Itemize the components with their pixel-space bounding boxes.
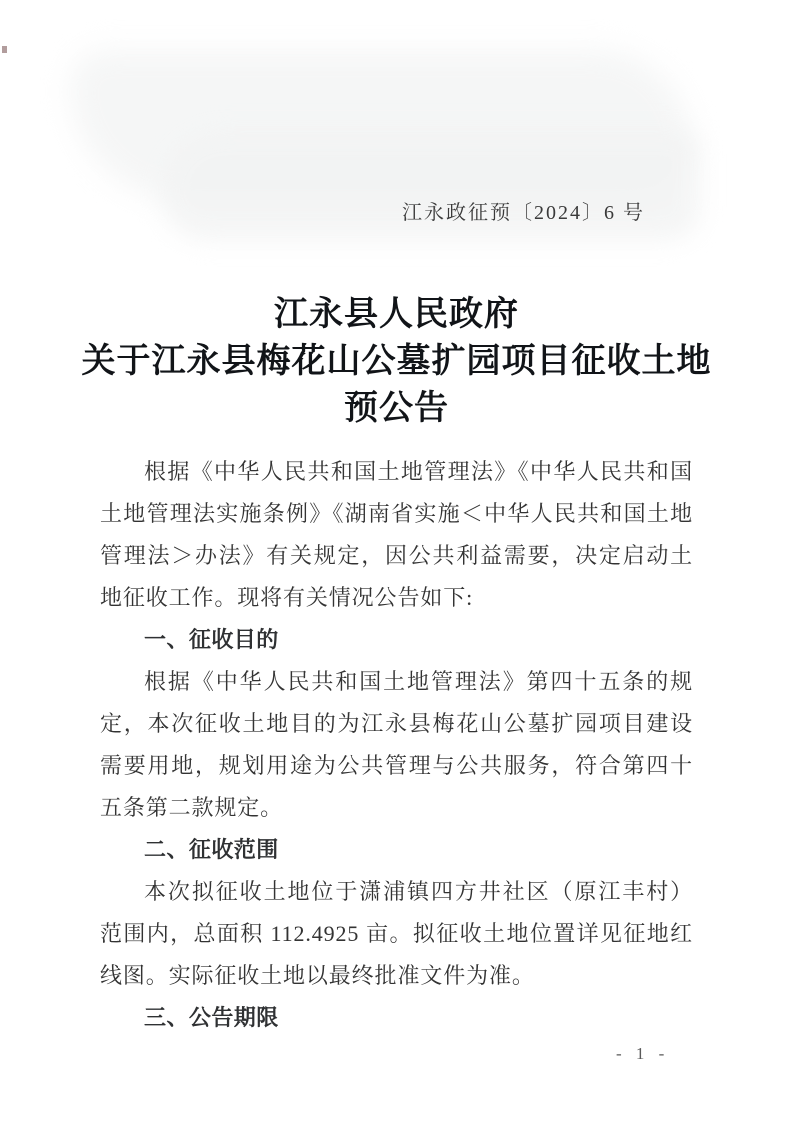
title-line-1: 江永县人民政府 (274, 296, 519, 333)
heading-section-3-period: 三、公告期限 (144, 1005, 279, 1030)
paragraph-purpose: 根据《中华人民共和国土地管理法》第四十五条的规定，本次征收土地目的为江永县梅花山公墓扩园项目建设需要用地，规划用途为公共管理与公共服务，符合第四十五条第二款规定。 (100, 669, 693, 820)
paragraph-scope: 本次拟征收土地位于潇浦镇四方井社区（原江丰村）范围内，总面积 112.4925 亩。拟征收土地位置详见征地红线图。实际征收土地以最终批准文件为准。 (100, 879, 693, 988)
heading-section-1-purpose: 一、征收目的 (144, 627, 279, 652)
paragraph-legal-basis: 根据《中华人民共和国土地管理法》《中华人民共和国土地管理法实施条例》《湖南省实施＜中华人民共和国土地管理法＞办法》有关规定，因公共利益需要，决定启动土地征收工作。现将有关情况公告如下: (100, 459, 693, 610)
page-number: - 1 - (616, 1044, 670, 1063)
document-title (0, 291, 793, 432)
title-line-3: 预公告 (344, 390, 449, 427)
scan-speck-artifact (2, 46, 7, 53)
document-number: 江永政征预〔2024〕6 号 (402, 202, 645, 224)
heading-section-2-scope: 二、征收范围 (144, 837, 279, 862)
title-line-2: 关于江永县梅花山公墓扩园项目征收土地 (81, 343, 712, 380)
document-body (100, 451, 693, 1039)
